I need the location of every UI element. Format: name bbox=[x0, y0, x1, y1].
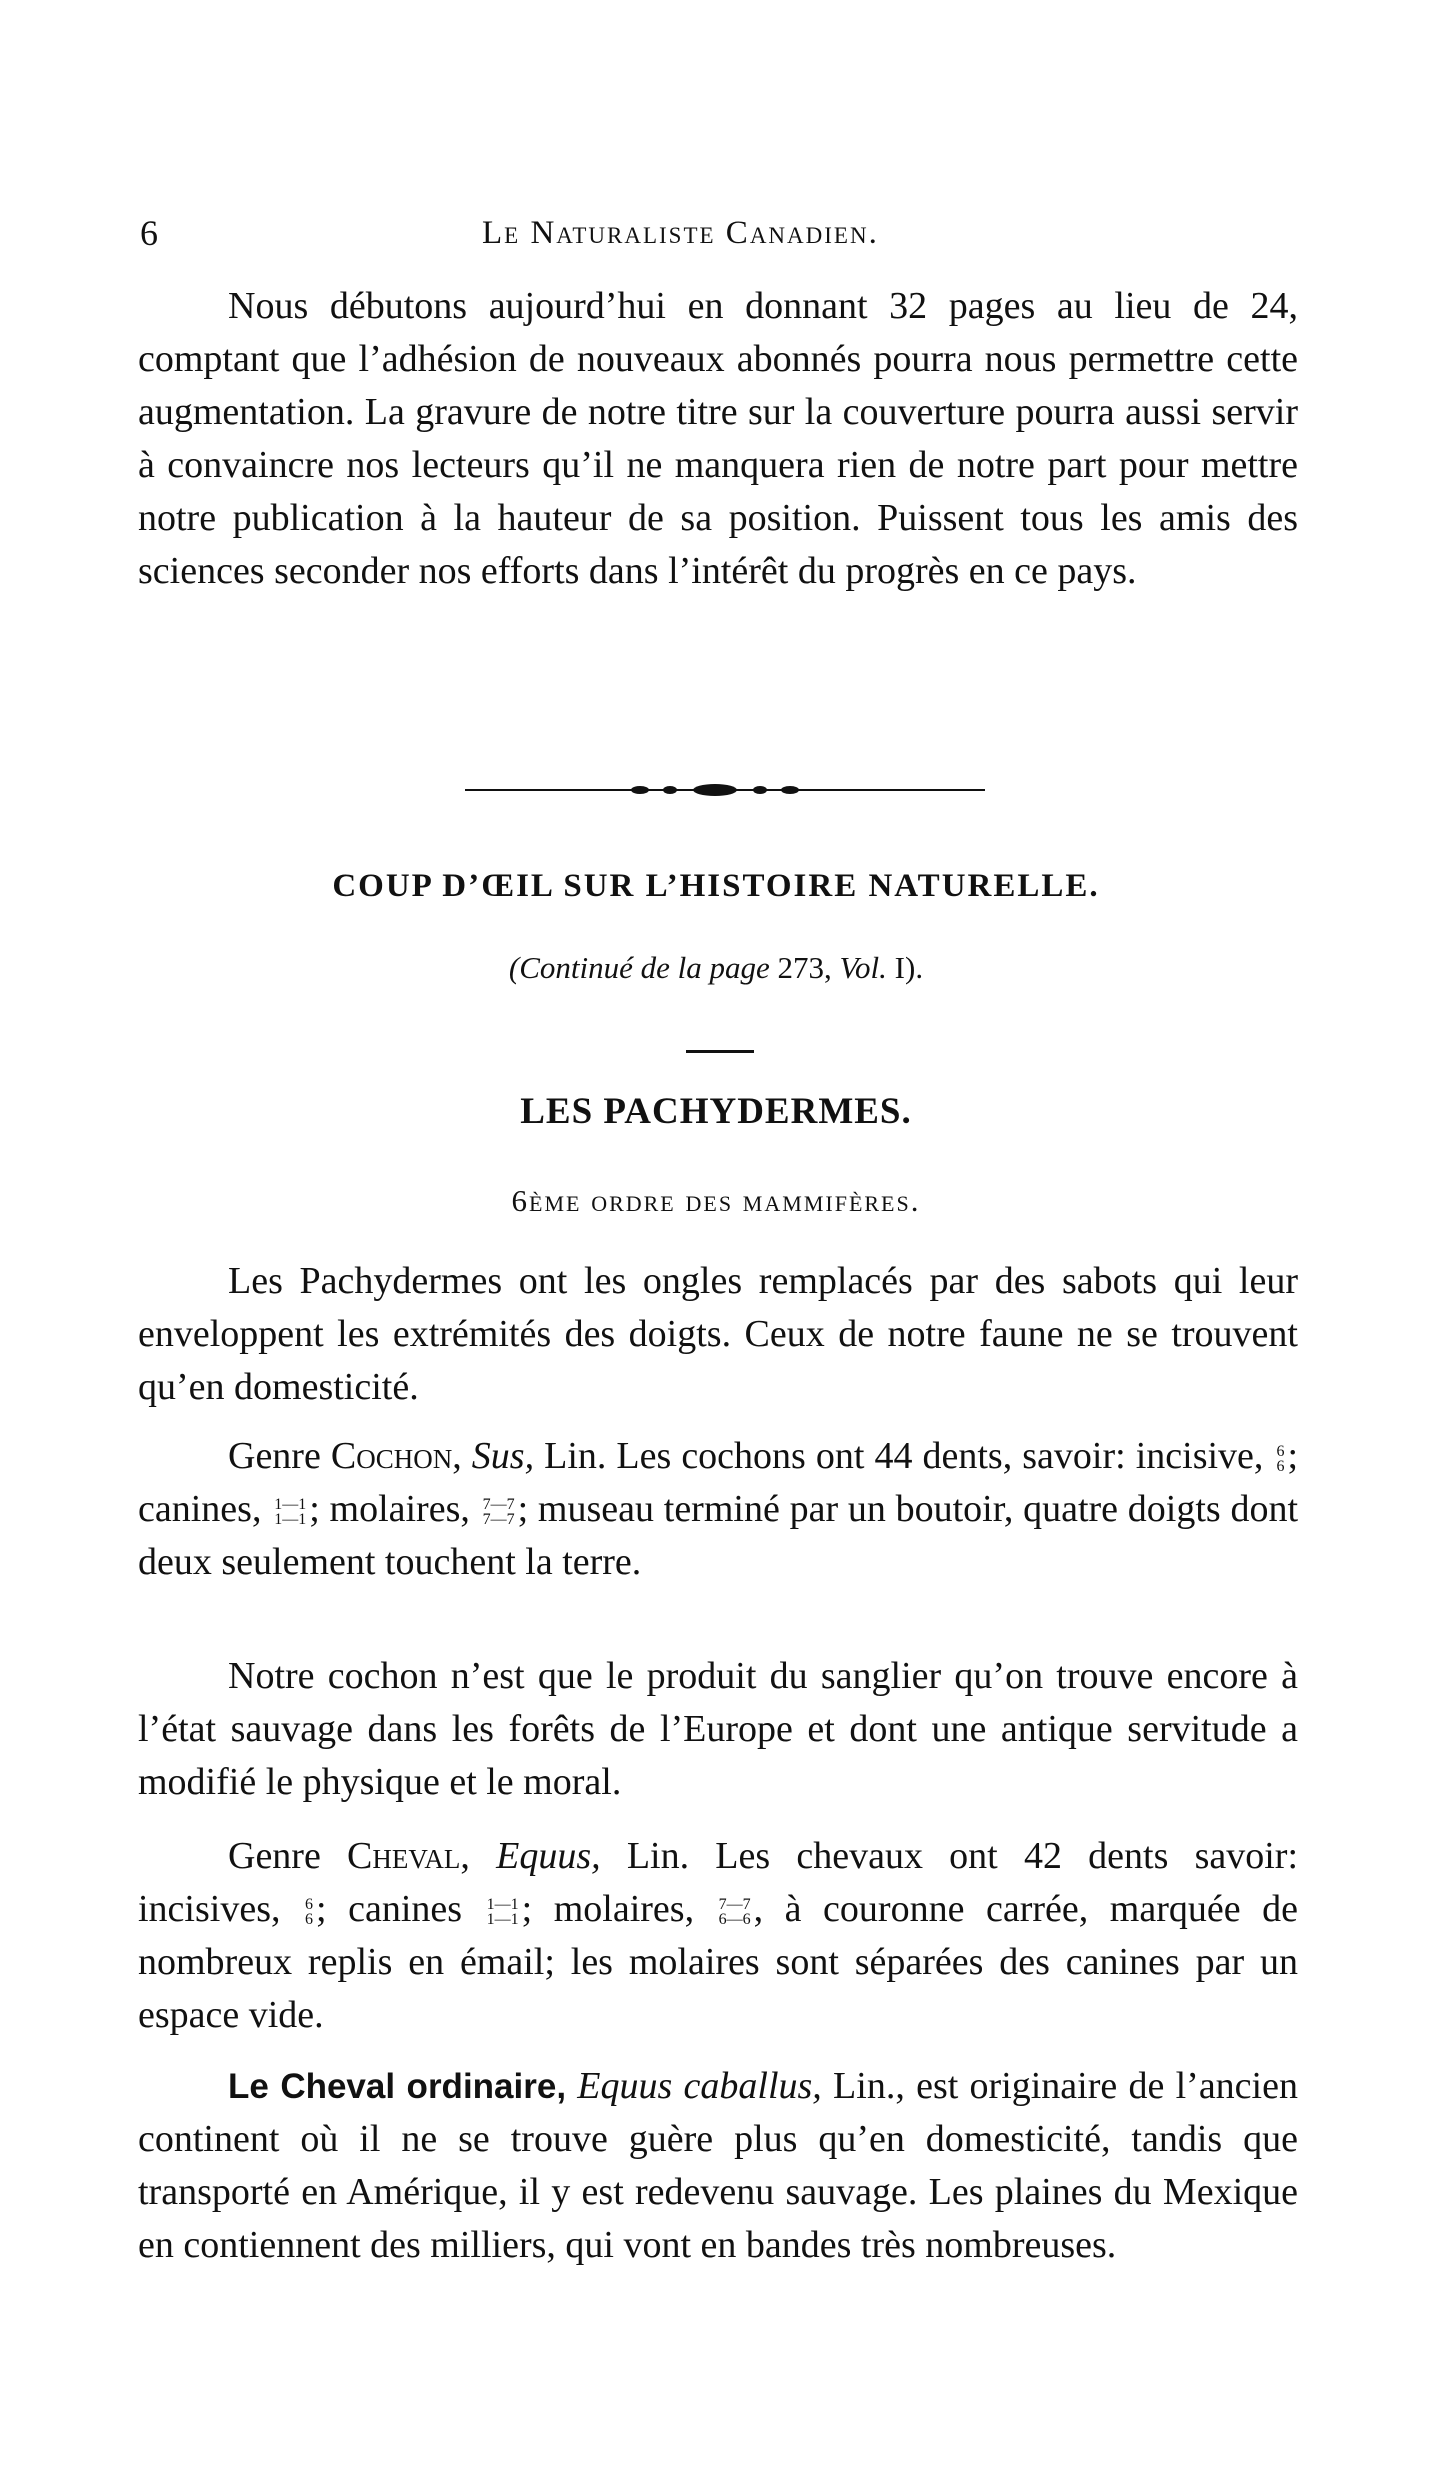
text-segment: , à couronne carrée, marquée de nombreux replis en émail; les molaires sont séparées des canines par un espace vide. bbox=[138, 1888, 1299, 2036]
paragraph-pachydermes: Les Pachydermes ont les ongles remplacés par des sabots qui leur enveloppent les extrémités des doigts. Ceux de notre faune ne se trouvent qu’en domesticité. bbox=[138, 1260, 1298, 1408]
formula-bottom: 6 bbox=[1276, 1458, 1285, 1476]
intro-paragraph: Nous débutons aujourd’hui en donnant 32 pages au lieu de 24, comptant que l’adhésion de nouveaux abonnés pourra nous permettre cette augmentation. La gravure de notre titre sur la couverture pourra aussi servir à convaincre nos lecteurs qu’il ne manquera rien de notre part pour mettre notre publication à la hauteur de sa position. Puissent tous les amis des sciences seconder nos efforts dans l’intérêt du progrès en ce pays. bbox=[138, 285, 1298, 592]
paragraph-cheval-ordinaire bbox=[138, 2060, 1298, 2272]
text-segment: ; museau terminé par un boutoir, quatre doigts dont deux seulement touchent la terre. bbox=[138, 1488, 1299, 1583]
text-segment: ; molaires, bbox=[309, 1488, 480, 1530]
latin-name: Equus caballus, bbox=[566, 2065, 822, 2107]
latin-name: Sus, bbox=[471, 1435, 535, 1477]
page-header bbox=[132, 208, 1302, 258]
ornament-divider bbox=[465, 770, 985, 810]
text-segment: ; canines, bbox=[138, 1435, 1299, 1530]
text-segment: Lin., est originaire de l’ancien continent où il ne se trouve guère plus qu’en domesticité, tandis que transporté en Amérique, il y est redevenu sauvage. Les plaines du Mexique en contiennent des milliers, qui vont en bandes très nombreuses. bbox=[138, 2065, 1298, 2266]
canine-formula bbox=[487, 1897, 519, 1927]
text-segment: Lin. Les chevaux ont 42 dents savoir: incisives, bbox=[138, 1835, 1298, 1930]
formula-top: 1—1 bbox=[486, 1896, 519, 1914]
paragraph-cheval bbox=[138, 1830, 1298, 2042]
genre-label: Genre bbox=[228, 1435, 331, 1477]
formula-top: 7—7 bbox=[482, 1496, 515, 1514]
running-title: Le Naturaliste Canadien. bbox=[482, 215, 879, 251]
chapter-title: LES PACHYDERMES. bbox=[520, 1091, 912, 1132]
continuation-note bbox=[0, 950, 1432, 986]
formula-bottom: 6 bbox=[305, 1911, 314, 1929]
order-title: 6ème ordre des mammifères. bbox=[511, 1183, 921, 1218]
continuation-vol: Vol. bbox=[839, 950, 887, 985]
text-segment: ; canines bbox=[316, 1888, 484, 1930]
formula-top: 6 bbox=[1276, 1443, 1285, 1461]
paragraph-cochon bbox=[138, 1430, 1298, 1589]
formula-top: 1—1 bbox=[274, 1496, 307, 1514]
formula-top: 7—7 bbox=[718, 1896, 751, 1914]
molar-formula bbox=[719, 1897, 751, 1927]
genre-label: Genre bbox=[228, 1835, 348, 1877]
text-segment: Lin. Les cochons ont 44 dents, savoir: incisive, bbox=[534, 1435, 1274, 1477]
continuation-prefix: (Continué de la page bbox=[508, 950, 770, 985]
latin-name: Equus, bbox=[496, 1835, 601, 1877]
section-title: COUP D’ŒIL SUR L’HISTOIRE NATURELLE. bbox=[332, 868, 1100, 904]
formula-bottom: 1—1 bbox=[486, 1911, 519, 1929]
canine-formula bbox=[274, 1497, 306, 1527]
text-segment: ; molaires, bbox=[521, 1888, 716, 1930]
continuation-page: 273, bbox=[769, 950, 840, 985]
formula-bottom: 1—1 bbox=[274, 1511, 307, 1529]
genus-name: Cochon, bbox=[330, 1435, 462, 1477]
species-heading: Le Cheval ordinaire, bbox=[228, 2067, 567, 2106]
incisive-formula bbox=[305, 1897, 313, 1927]
incisive-formula bbox=[1276, 1444, 1284, 1474]
formula-bottom: 6—6 bbox=[718, 1911, 751, 1929]
paragraph-sanglier: Notre cochon n’est que le produit du sanglier qu’on trouve encore à l’état sauvage dans les forêts de l’Europe et dont une antique servitude a modifié le physique et le moral. bbox=[138, 1655, 1298, 1803]
genus-name: Cheval, bbox=[347, 1835, 470, 1877]
short-rule bbox=[686, 1050, 754, 1053]
molar-formula bbox=[483, 1497, 515, 1527]
formula-top: 6 bbox=[305, 1896, 314, 1914]
page-number: 6 bbox=[140, 213, 158, 253]
formula-bottom: 7—7 bbox=[482, 1511, 515, 1529]
continuation-suffix: I). bbox=[886, 950, 924, 985]
